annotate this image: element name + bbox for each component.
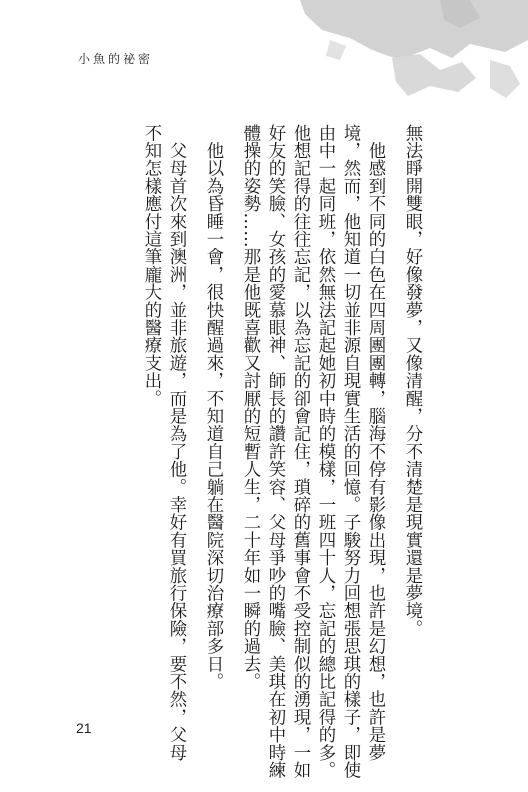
paragraph-gap — [387, 124, 399, 714]
text-column: 由中一起同班，依然無法記起她初中時的模樣，一班四十人，忘記的總比記得的多。 — [315, 124, 335, 779]
text-column: 他想記得的往往忘記，以為忘記的卻會記住，瑣碎的舊事會不受控制似的湧現，一如 — [290, 124, 310, 779]
text-column: 他感到不同的白色在四周團團轉，腦海不停有影像出現，也許是幻想，也許是夢 — [365, 124, 385, 762]
text-column: 無法睜開雙眼，好像發夢，又像清醒，分不清楚是現實還是夢境。 — [402, 124, 422, 638]
text-column: 父母首次來到澳洲，並非旅遊，而是為了他。幸好有買旅行保險，要不然，父母 — [166, 124, 186, 762]
text-column: 體操的姿勢……那是他既喜歡又討厭的短暫人生，二十年如一瞬的過去。 — [240, 124, 260, 691]
running-head-title: 小魚的祕密 — [78, 52, 154, 66]
page-number: 21 — [76, 720, 92, 736]
text-column: 他以為昏睡一會，很快醒過來，不知道自己躺在醫院深切治療部多日。 — [203, 124, 223, 691]
vertical-text-body — [108, 124, 424, 779]
paragraph-gap — [225, 124, 237, 714]
text-column: 不知怎樣應付這筆龐大的醫療支出。 — [141, 124, 161, 408]
paragraph-gap — [188, 124, 200, 714]
text-column: 好友的笑臉、女孩的愛慕眼神、師長的讚許笑容、父母爭吵的嘴臉、美琪在初中時練 — [265, 124, 285, 779]
text-column: 境，然而，他知道一切並非源自現實生活的回憶。子駿努力回想張思琪的樣子，即使 — [340, 124, 360, 779]
